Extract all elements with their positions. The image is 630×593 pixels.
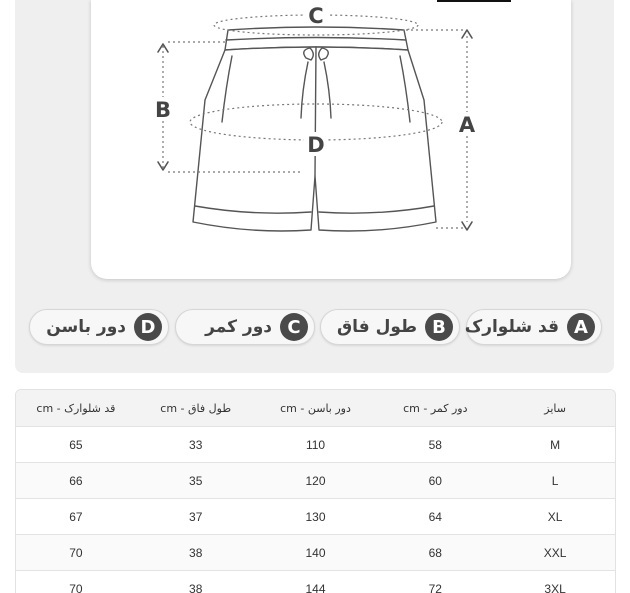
cell-rise: 37 (136, 499, 256, 535)
legend-item-c (175, 309, 315, 345)
table-row (16, 499, 615, 535)
cell-rise: 33 (136, 427, 256, 463)
cell-length: 70 (16, 535, 136, 571)
header-waist: دور کمر - cm (375, 390, 495, 427)
table-row (16, 535, 615, 571)
legend-item-b (320, 309, 460, 345)
diagram-label-b: B (155, 98, 171, 122)
legend-badge-d: D (134, 313, 162, 341)
cell-rise: 35 (136, 463, 256, 499)
table-row (16, 571, 615, 593)
cell-size: XXL (495, 535, 615, 571)
header-length: قد شلوارک - cm (16, 390, 136, 427)
header-rise: طول فاق - cm (136, 390, 256, 427)
cell-size: 3XL (495, 571, 615, 593)
cell-size: L (495, 463, 615, 499)
diagram-label-a: A (459, 113, 476, 137)
cell-hip: 144 (256, 571, 376, 593)
cell-waist: 58 (375, 427, 495, 463)
legend-badge-b: B (425, 313, 453, 341)
cell-hip: 120 (256, 463, 376, 499)
diagram-label-c: C (308, 4, 323, 28)
cell-rise: 38 (136, 535, 256, 571)
cell-length: 65 (16, 427, 136, 463)
cell-hip: 110 (256, 427, 376, 463)
cell-rise: 38 (136, 571, 256, 593)
header-size: سایز (495, 390, 615, 427)
legend-label-a: قد شلوارک (465, 317, 559, 337)
legend-label-b: طول فاق (337, 317, 417, 337)
legend-item-a (466, 309, 602, 345)
table-row (16, 427, 615, 463)
cell-length: 67 (16, 499, 136, 535)
cell-waist: 64 (375, 499, 495, 535)
cell-size: XL (495, 499, 615, 535)
diagram-label-d: D (307, 133, 324, 157)
table-header-row (16, 390, 615, 427)
table-row (16, 463, 615, 499)
cell-length: 66 (16, 463, 136, 499)
cell-hip: 130 (256, 499, 376, 535)
size-table (15, 389, 616, 593)
header-hip: دور باسن - cm (256, 390, 376, 427)
legend-badge-a: A (567, 313, 595, 341)
cell-waist: 60 (375, 463, 495, 499)
cell-waist: 72 (375, 571, 495, 593)
legend-label-c: دور کمر (205, 317, 272, 337)
legend-item-d (29, 309, 169, 345)
cell-hip: 140 (256, 535, 376, 571)
legend-label-d: دور باسن (46, 317, 126, 337)
legend-badge-c: C (280, 313, 308, 341)
cell-waist: 68 (375, 535, 495, 571)
cell-length: 70 (16, 571, 136, 593)
cell-size: M (495, 427, 615, 463)
